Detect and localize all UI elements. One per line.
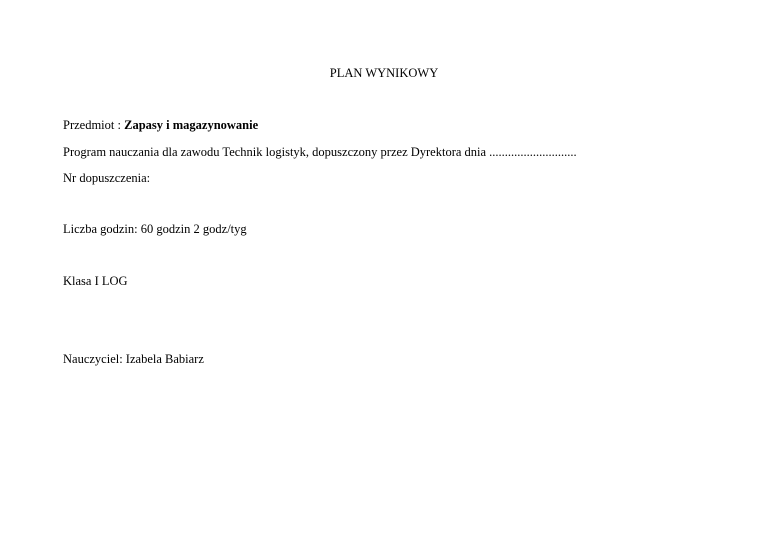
class-line: Klasa I LOG	[63, 274, 128, 288]
hours-line: Liczba godzin: 60 godzin 2 godz/tyg	[63, 222, 247, 236]
admission-number-line: Nr dopuszczenia:	[63, 171, 151, 185]
document-title: PLAN WYNIKOWY	[329, 66, 439, 80]
subject-line	[63, 117, 258, 133]
teacher-line: Nauczyciel: Izabela Babiarz	[63, 352, 204, 366]
subject-label: Przedmiot :	[63, 118, 125, 132]
program-line: Program nauczania dla zawodu Technik logistyk, dopuszczony przez Dyrektora dnia ............................	[63, 145, 577, 159]
subject-value: Zapasy i magazynowanie	[124, 118, 259, 132]
